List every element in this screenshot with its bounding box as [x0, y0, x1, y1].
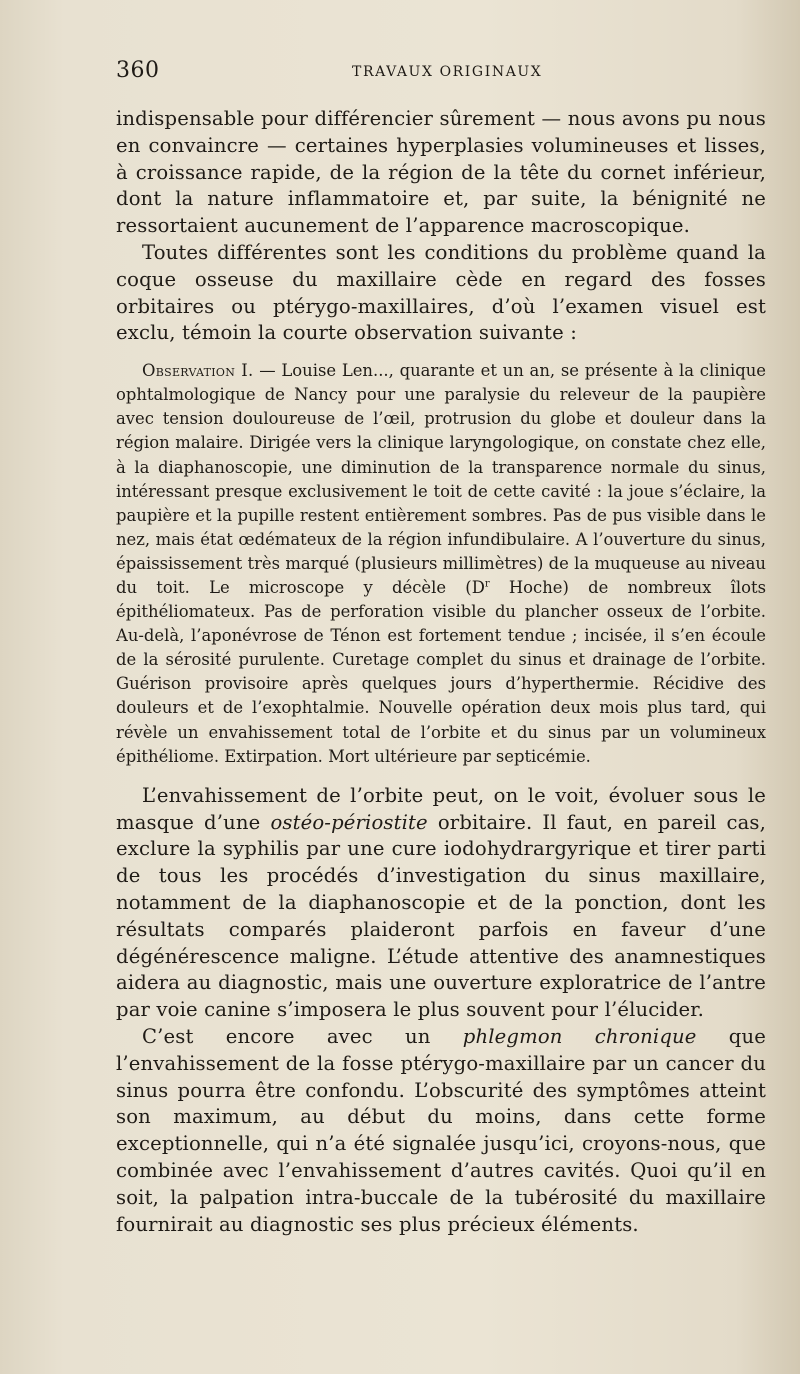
- paragraph-4-part-b: que l’envahissement de la fosse ptérygo-maxillaire par un cancer du sinus pourra être confondu. L’obscurité des symptômes atteint son maximum, au début du moins, dans cette forme exceptionnelle, qui n’a été signalée jusqu’ici, croyons-nous, que combinée avec l’envahissement d’autres cavités. Quoi qu’il en soit, la palpation intra-buccale de la tubérosité du maxillaire fournirait au diagnostic ses plus précieux éléments.: [116, 1024, 766, 1236]
- observation-text-2: Hoche) de nombreux îlots épithéliomateux. Pas de perforation visible du plancher osseux de l’orbite. Au-delà, l’aponévrose de Ténon est fortement tendue ; incisée, il s’en écoule de la sérosité purulente. Curetage complet du sinus et drainage de l’orbite. Guérison provisoire après quelques jours d’hyperthermie. Récidive des douleurs et de l’exophtalmie. Nouvelle opération deux mois plus tard, qui révèle un envahissement total de l’orbite et du sinus par un volumineux épithéliome. Extirpation. Mort ultérieure par septicémie.: [116, 578, 767, 766]
- paragraph-4-part-a: C’est encore avec un: [142, 1024, 463, 1048]
- observation-paragraph: [116, 359, 766, 769]
- paragraph-1: indispensable pour différencier sûrement — nous avons pu nous en convaincre — certaines hyperplasies volumineuses et lisses, à croissance rapide, de la région de la tête du cornet inférieur, dont la nature inflammatoire et, par suite, la bénignité ne ressortaient aucunement de l’apparence macroscopique.: [116, 107, 766, 238]
- paragraph-3-emphasis: ostéo-périostite: [270, 810, 428, 834]
- paragraph-3-part-b: orbitaire. Il faut, en pareil cas, exclure la syphilis par une cure iodohydrargyrique et tirer parti de tous les procédés d’investigation du sinus maxillaire, notamment de la diaphanoscopie et de la ponction, dont les résultats comparés plaideront parfois en faveur d’une dégénérescence maligne. L’étude attentive des anamnestiques aidera au diagnostic, mais une ouverture exploratrice de l’antre par voie canine s’imposera le plus souvent pour l’élucider.: [116, 810, 766, 1022]
- paragraph-2: Toutes différentes sont les conditions du problème quand la coque osseuse du maxillaire cède en regard des fosses orbitaires ou ptérygo-maxillaires, d’où l’examen visuel est exclu, témoin la courte observation suivante :: [116, 240, 766, 345]
- page-body: [116, 106, 766, 1238]
- page-header: [116, 58, 766, 92]
- page-number: 360: [116, 58, 160, 83]
- paragraph-4: [116, 1024, 766, 1238]
- paragraph-4-emphasis: phlegmon chronique: [462, 1024, 697, 1048]
- observation-label: Observation I.: [142, 361, 254, 381]
- paragraph-3: [116, 783, 766, 1024]
- paragraph-3-part-a: L’envahissement de l’orbite peut, on le voit, évoluer sous le masque d’une: [116, 783, 766, 834]
- observation-text-1: — Louise Len..., quarante et un an, se présente à la clinique ophtalmologique de Nancy pour une paralysie du releveur de la paupière avec tension douloureuse de l’œil, protrusion du globe et douleur dans la région malaire. Dirigée vers la clinique laryngologique, on constate chez elle, à la diaphanoscopie, une diminution de la transparence normale du sinus, intéressant presque exclusivement le toit de cette cavité : la joue s’éclaire, la paupière et la pupille restent entièrement sombres. Pas de pus visible dans le nez, mais état œdémateux de la région infundibulaire. A l’ouverture du sinus, épaississement très marqué (plusieurs millimètres) de la muqueuse au niveau du toit. Le microscope y décèle (D: [116, 361, 767, 598]
- doctor-abbrev-sup: r: [484, 578, 490, 590]
- running-title: TRAVAUX ORIGINAUX: [352, 64, 543, 80]
